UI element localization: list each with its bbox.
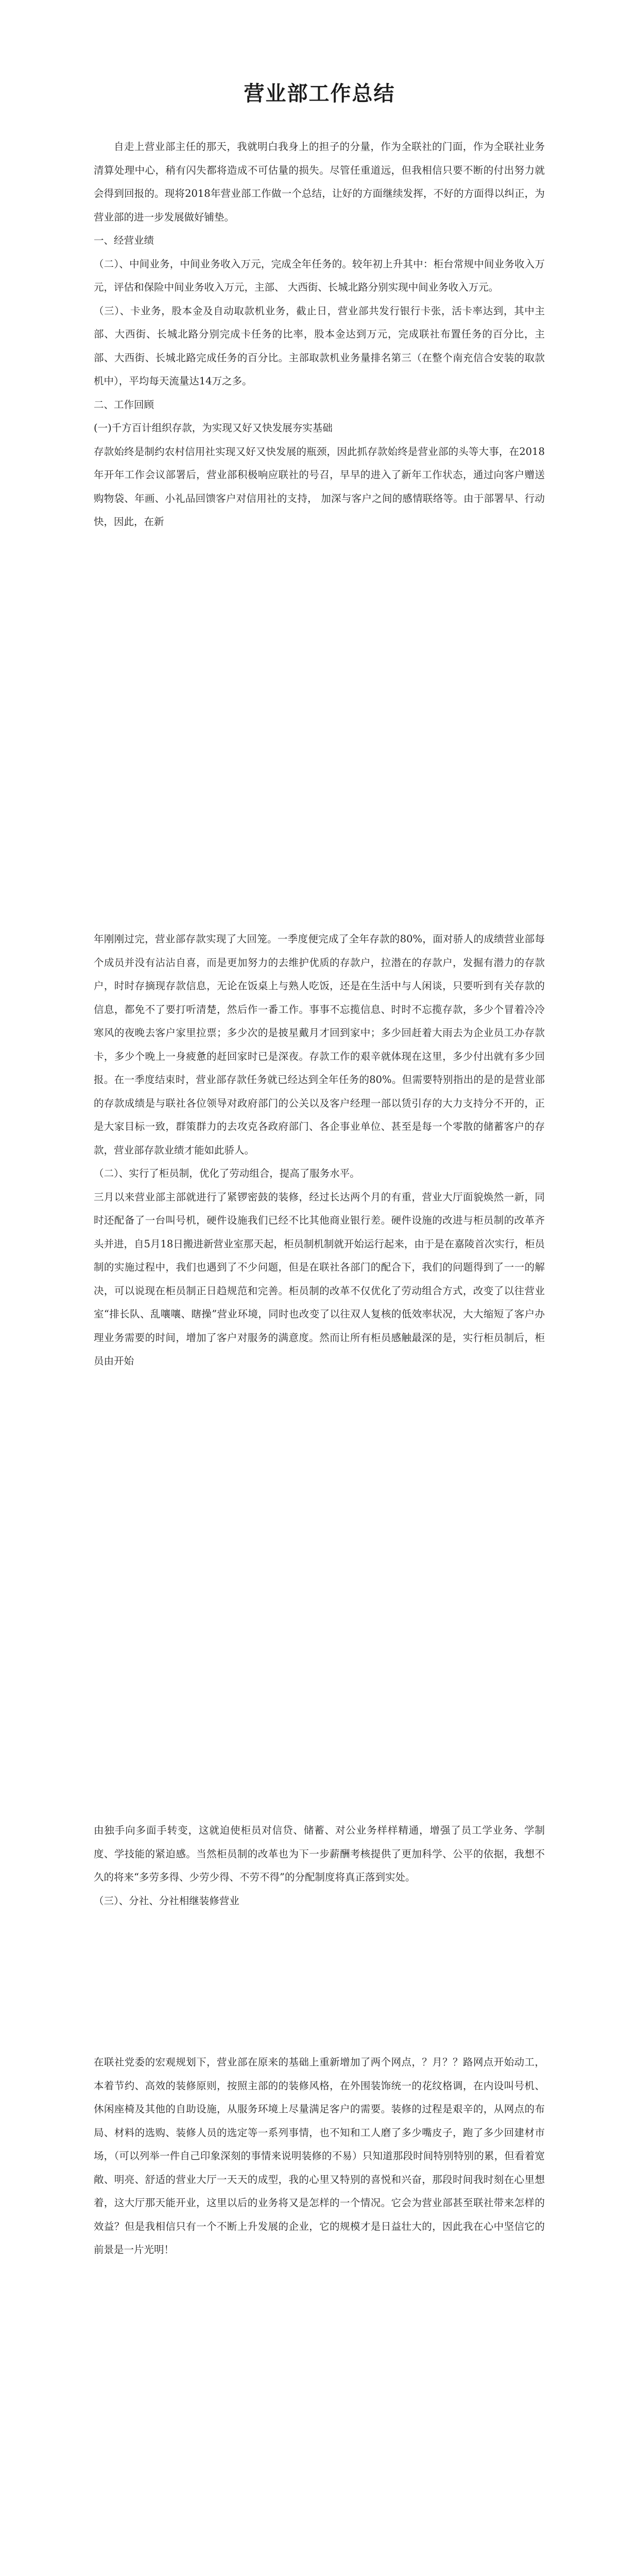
section-b [94,927,545,1373]
paragraph-teller-system: 三月以来营业部主部就进行了紧锣密鼓的装修，经过长达两个月的有重，营业大厅面貌焕然一新，同时还配备了一台叫号机，硬件设施我们已经不比其他商业银行差。硬件设施的改进与柜员制的改革齐头并进，自5月18日搬进新营业室那天起，柜员制机制就开始运行起来，由于是在嘉陵首次实行，柜员制的实施过程中，我们也遇到了不少问题，但是在联社各部门的配合下，我们的问题得到了一一的解决，可以说现在柜员制正日趋规范和完善。柜员制的改革不仅优化了劳动组合方式，改变了以往营业室“排长队、乱嚷嚷、瞎操”营业环境，同时也改变了以往双人复核的低效率状况，大大缩短了客户办理业务需要的时间，增加了客户对服务的满意度。然而让所有柜员感触最深的是，实行柜员制后，柜员由开始 [94,1191,545,1367]
heading-teller-system: （二）、实行了柜员制，优化了劳动组合，提高了服务水平。 [94,1167,360,1179]
paragraph-card-business: （三）、卡业务，股本金及自动取款机业务，截止日，营业部共发行银行卡张，活卡率达到，其中主部、大西街、长城北路分别完成卡任务的比率，股本金达到万元，完成联社布置任务的百分比，主部、大西街、长城北路完成任务的百分比。主部取款机业务量排名第三（在整个南充信合安装的取款机中），平均每天流量达14万之多。 [94,304,545,387]
paragraph-branch-renovation: 在联社党委的宏观规划下，营业部在原来的基础上重新增加了两个网点，？月？？路网点开始动工，本着节约、高效的装修原则，按照主部的的装修风格，在外围装饰统一的花纹格调，在内设叫号机、休闲座椅及其他的自助设施，从服务环境上尽量满足客户的需要。装修的过程是艰辛的，从网点的布局、材料的选购、装修人员的选定等一系列事情，也不知和工人磨了多少嘴皮子，跑了多少回建材市场，（可以列举一件自己印象深刻的事情来说明装修的不易）只知道那段时间特别特别的累，但看着宽敞、明亮、舒适的营业大厅一天天的成型，我的心里又特别的喜悦和兴奋，那段时间我时刻在心里想着，这大厅那天能开业，这里以后的业务将又是怎样的一个情况。它会为营业部甚至联社带来怎样的效益？但是我相信只有一个不断上升发展的企业，它的规模才是日益壮大的，因此我在心中坚信它的前景是一片光明！ [94,2056,545,2256]
intro-paragraph: 自走上营业部主任的那天，我就明白我身上的担子的分量，作为全联社的门面，作为全联社业务清算处理中心，稍有闪失都将造成不可估量的损失。尽管任重道远，但我相信只要不断的付出努力就会得到回报的。现将2018年营业部工作做一个总结，让好的方面继续发挥，不好的方面得以纠正，为营业部的进一步发展做好铺垫。 [94,141,545,223]
section-a [94,135,545,534]
paragraph-deposit-growth: 年刚刚过完，营业部存款实现了大回笼。一季度便完成了全年存款的80%，面对骄人的成绩营业部每个成员并没有沾沾自喜，而是更加努力的去维护优质的存款户，拉潜在的存款户，发掘有潜力的存款户，时时存摘现存款信息，无论在饭桌上与熟人吃饭，还是在生活中与人闲谈，只要听到有关存款的信息，都免不了要打听清楚，然后作一番工作。事事不忘揽信息、时时不忘揽存款，多少个冒着冷冷寒风的夜晚去客户家里拉票；多少次的是披星戴月才回到家中；多少回赶着大雨去为企业员工办存款卡，多少个晚上一身疲惫的赶回家时已是深夜。存款工作的艰辛就体现在这里，多少付出就有多少回报。在一季度结束时，营业部存款任务就已经达到全年任务的80%。但需要特别指出的是的是营业部的存款成绩是与联社各位领导对政府部门的公关以及客户经理一部以赁引存的大力支持分不开的，正是大家目标一致，群策群力的去攻克各政府部门、各企事业单位、甚至是每一个零散的储蓄客户的存款，营业部存款业绩才能如此骄人。 [94,933,545,1156]
paragraph-intermediate-business: （二）、中间业务，中间业务收入万元，完成全年任务的。较年初上升其中：柜台常规中间业务收入万元，评估和保险中间业务收入万元，主部、 大西街、长城北路分别实现中间业务收入万元。 [94,258,545,293]
heading-deposits: (一)千方百计组织存款，为实现又好又快发展夯实基础 [94,422,333,434]
heading-work-review: 二、工作回顾 [94,398,154,411]
paragraph-teller-continued: 由独手向多面手转变，这就迫使柜员对信贷、储蓄、对公业务样样精通，增强了员工学业务、学制度、学技能的紧迫感。当然柜员制的改革也为下一步薪酬考核提供了更加科学、公平的依据，我想不久的将来“多劳多得、少劳少得、不劳不得”的分配制度将真正落到实处。 [94,1824,545,1883]
section-d [94,2050,545,2262]
heading-business-results: 一、经营业绩 [94,234,154,246]
heading-branch-renovation: （三）、分社、分社相继装修营业 [94,1894,239,1907]
paragraph-deposits: 存款始终是制约农村信用社实现又好又快发展的瓶颈，因此抓存款始终是营业部的头等大事，在2018年开年工作会议部署后，营业部积极响应联社的号召，早早的进入了新年工作状态，通过向客户赠送购物袋、年画、小礼品回馈客户对信用社的支持， 加深与客户之间的感情联络等。由于部署早、行动快，因此，在新 [94,445,545,528]
section-c [94,1819,545,1912]
page-title: 营业部工作总结 [244,81,395,106]
